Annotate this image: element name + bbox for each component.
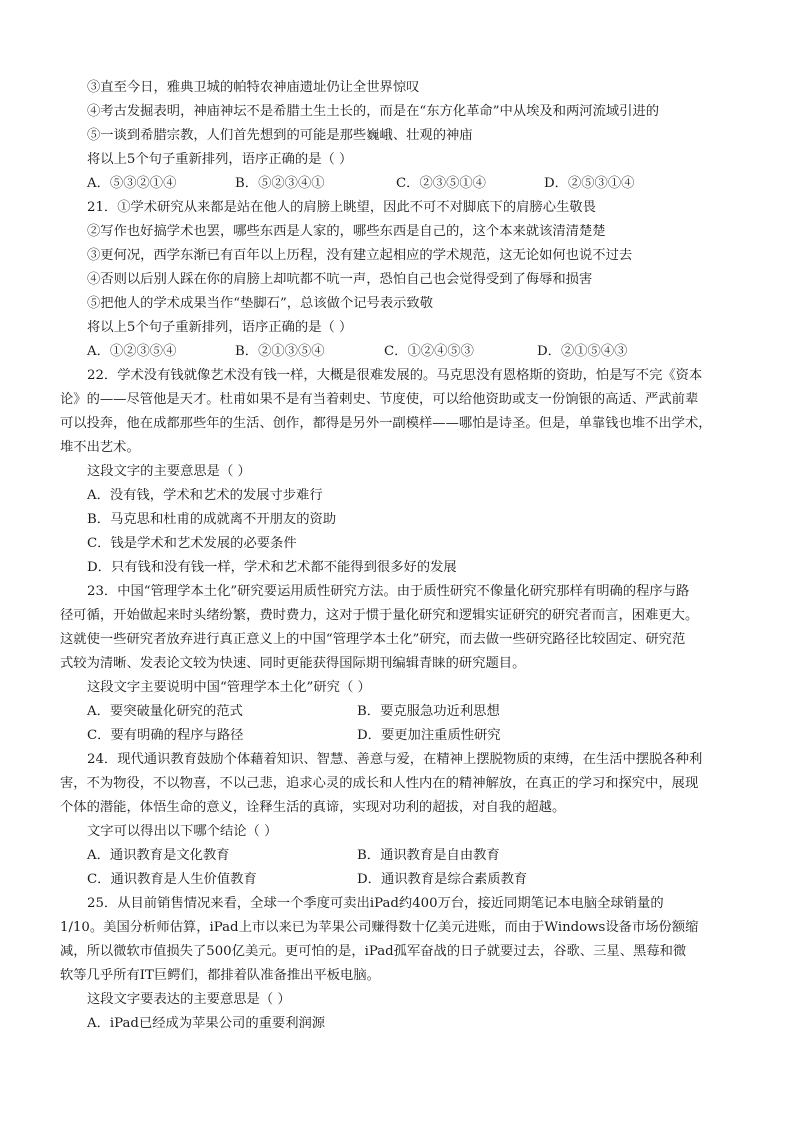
q21-sentence-2: ②写作也好搞学术也罢，哪些东西是人家的，哪些东西是自己的，这个本来就该清清楚楚 (87, 224, 606, 239)
q25-paragraph-line-4: 软等几乎所有IT巨鳄们，都排着队准备推出平板电脑。 (60, 968, 380, 983)
q23-paragraph-line-4: 式较为清晰、发表论文较为快速、同时更能获得国际期刊编辑青睐的研究题目。 (60, 656, 526, 671)
q23-paragraph-line-3: 这就使一些研究者放弃进行真正意义上的中国“管理学本土化”研究，而去做一些研究路径比较固定、研究范 (60, 632, 686, 647)
q20-option-b[interactable]: B．⑤②③④① (235, 176, 325, 191)
q23-options-row-1 (87, 700, 739, 724)
q25-paragraph-line-2: 1/10。美国分析师估算，iPad上市以来已为苹果公司赚得数十亿美元进账，而由于Windows设备市场份额缩 (60, 920, 699, 935)
q23-option-b[interactable]: B．要克服急功近利思想 (357, 704, 500, 719)
q20-sentence-3: ③直至今日，雅典卫城的帕特农神庙遗址仍让全世界惊叹 (87, 80, 420, 95)
q22-option-a[interactable]: A．没有钱，学术和艺术的发展寸步难行 (87, 488, 323, 503)
q24-paragraph-line-3: 个体的潜能，体悟生命的意义，诠释生活的真谛，实现对功利的超拔，对自我的超越。 (60, 800, 566, 815)
q23-option-a[interactable]: A．要突破量化研究的范式 (87, 704, 243, 719)
q21-prompt: 将以上5个句子重新排列，语序正确的是（ ） (87, 320, 353, 335)
q20-option-d[interactable]: D．②⑤③①④ (544, 176, 635, 191)
q22-paragraph-line-1: 22．学术没有钱就像艺术没有钱一样，大概是很难发展的。马克思没有恩格斯的资助，怕是写不完《资本 (87, 368, 703, 383)
q25-prompt: 这段文字要表达的主要意思是（ ） (87, 992, 291, 1007)
q21-sentence-4: ④否则以后别人踩在你的肩膀上却吭都不吭一声，恐怕自己也会觉得受到了侮辱和损害 (87, 272, 593, 287)
q24-prompt: 文字可以得出以下哪个结论（ ） (87, 824, 278, 839)
q22-option-b[interactable]: B．马克思和杜甫的成就离不开朋友的资助 (87, 512, 337, 527)
q22-paragraph-line-4: 堆不出艺术。 (60, 440, 140, 455)
q24-options-row-1 (87, 844, 739, 868)
q25-paragraph-line-1: 25．从目前销售情况来看，全球一个季度可卖出iPad约400万台，接近同期笔记本电脑全球销量的 (87, 896, 664, 911)
q24-paragraph-line-1: 24．现代通识教育鼓励个体藉着知识、智慧、善意与爱，在精神上摆脱物质的束缚，在生活中摆脱各种利 (87, 752, 703, 767)
q22-paragraph-line-3: 可以投奔，他在成都那些年的生活、创作，都得是另外一副模样——哪怕是诗圣。但是，单靠钱也堆不出学术， (60, 416, 712, 431)
q24-option-a[interactable]: A．通识教育是文化教育 (87, 848, 230, 863)
q21-sentence-5: ⑤把他人的学术成果当作“垫脚石”，总该做个记号表示致敬 (87, 296, 434, 311)
q20-sentence-5: ⑤一谈到希腊宗教，人们首先想到的可能是那些巍峨、壮观的神庙 (87, 128, 473, 143)
q20-options (87, 172, 739, 196)
q22-option-d[interactable]: D．只有钱和没有钱一样，学术和艺术都不能得到很多好的发展 (87, 560, 457, 575)
q20-prompt: 将以上5个句子重新排列，语序正确的是（ ） (87, 152, 353, 167)
q22-option-c[interactable]: C．钱是学术和艺术发展的必要条件 (87, 536, 297, 551)
q21-option-a[interactable]: A．①②③⑤④ (87, 344, 177, 359)
q21-sentence-3: ③更何况，西学东渐已有百年以上历程，没有建立起相应的学术规范，这无论如何也说不过去 (87, 248, 633, 263)
q23-options-row-2 (87, 724, 739, 748)
q23-paragraph-line-2: 径可循，开始做起来时头绪纷繁，费时费力，这对于惯于量化研究和逻辑实证研究的研究者而言，困难更大。 (60, 608, 699, 623)
q23-prompt: 这段文字主要说明中国“管理学本土化”研究（ ） (87, 680, 371, 695)
q21-option-c[interactable]: C．①②④⑤③ (384, 344, 474, 359)
q21-sentence-1: 21．①学术研究从来都是站在他人的肩膀上眺望，因此不可不对脚底下的肩膀心生敬畏 (87, 200, 596, 215)
q20-option-c[interactable]: C．②③⑤①④ (396, 176, 486, 191)
q25-paragraph-line-3: 减，所以微软市值损失了500亿美元。更可怕的是，iPad孤军奋战的日子就要过去，谷歌、三星、黑莓和微 (60, 944, 687, 959)
q24-option-b[interactable]: B．通识教育是自由教育 (357, 848, 500, 863)
q23-option-c[interactable]: C．要有明确的程序与路径 (87, 728, 244, 743)
q21-options (87, 340, 739, 364)
q24-paragraph-line-2: 害，不为物役，不以物喜，不以己悲，追求心灵的成长和人性内在的精神解放，在真正的学习和探究中，展现 (60, 776, 699, 791)
q24-options-row-2 (87, 868, 739, 892)
q24-option-d[interactable]: D．通识教育是综合素质教育 (357, 872, 528, 887)
q24-option-c[interactable]: C．通识教育是人生价值教育 (87, 872, 257, 887)
q23-option-d[interactable]: D．要更加注重质性研究 (357, 728, 501, 743)
q22-prompt: 这段文字的主要意思是（ ） (87, 464, 251, 479)
q20-sentence-4: ④考古发掘表明，神庙神坛不是希腊土生土长的，而是在“东方化革命”中从埃及和两河流域引进的 (87, 104, 660, 119)
q21-option-b[interactable]: B．②①③⑤④ (235, 344, 325, 359)
q25-option-a[interactable]: A．iPad已经成为苹果公司的重要利润源 (87, 1016, 326, 1031)
q21-option-d[interactable]: D．②①⑤④③ (537, 344, 628, 359)
q23-paragraph-line-1: 23．中国“管理学本土化”研究要运用质性研究方法。由于质性研究不像量化研究那样有明确的程序与路 (87, 584, 690, 599)
q20-option-a[interactable]: A．⑤③②①④ (87, 176, 177, 191)
q22-paragraph-line-2: 论》的——尽管他是天才。杜甫如果不是有当着剌史、节度使，可以给他资助或支一份饷银的高适、严武前辈 (60, 392, 699, 407)
